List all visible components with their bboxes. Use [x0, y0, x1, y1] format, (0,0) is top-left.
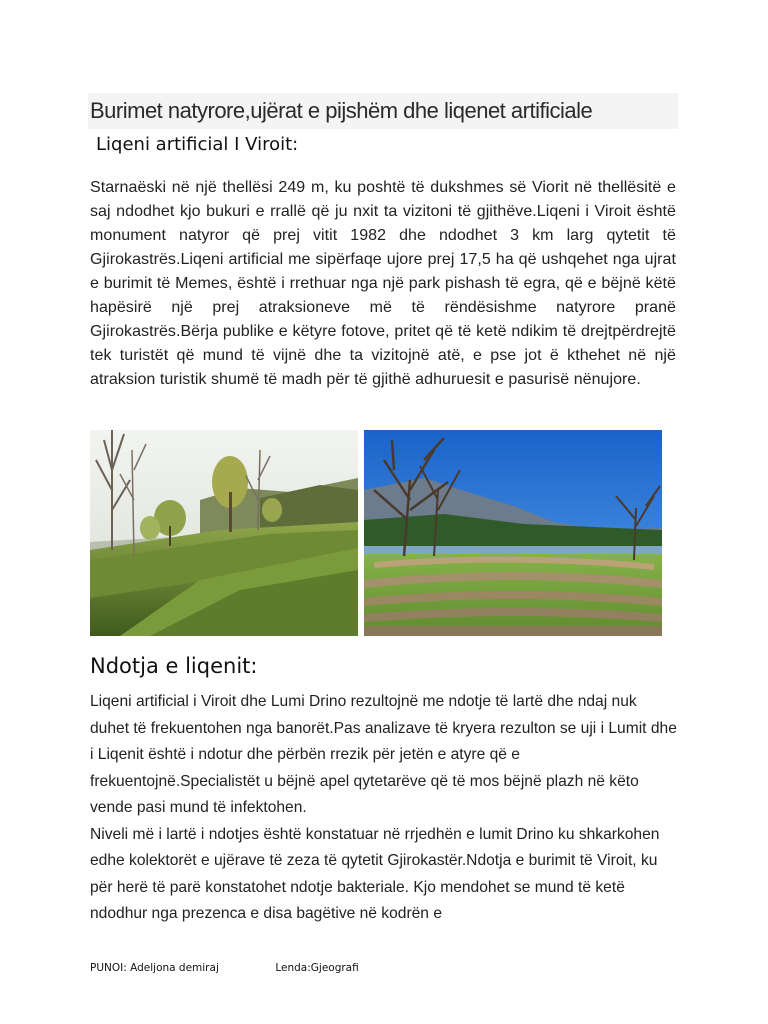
- footer-subject: Lenda:Gjeografi: [275, 962, 359, 974]
- intro-paragraph: Starnaëski në një thellësi 249 m, ku poshtë të dukshmes së Viorit në thellësitë e saj ndodhet kjo bukuri e rrallë që ju nxit ta vizitoni të gjithëve.Liqeni i Viroit është monument natyror që prej vitit 1982 dhe ndodhet 3 km larg qytetit të Gjirokastrës.Liqeni artificial me sipërfaqe ujore prej 17,5 ha që ushqehet nga ujrat e burimit të Memes, është i rrethuar nga një park pishash të egra, që e bëjnë këtë hapësirë një prej atraksioneve më të rëndësishme natyrore pranë Gjirokastrës.Bërja publike e këtyre fotove, pritet që të ketë ndikim të drejtpërdrejtë tek turistët që mund të vijnë dhe ta vizitojnë atë, e pse jot ë kthehet në një atraksion turistik shumë të madh për të gjithë adhuruesit e pasurisë nënujore.: [90, 179, 676, 388]
- pollution-paragraph-2: Niveli më i lartë i ndotjes është konstatuar në rrjedhën e lumit Drino ku shkarkohen edhe kolektorët e ujërave të zeza të qytetit Gjirokastër.Ndotja e burimit të Viroit, ku për herë të parë konstatohet ndotje bakteriale. Kjo mendohet se mund të ketë ndodhur nga prezenca e disa bagëtive në kodrën e: [90, 825, 660, 922]
- pollution-paragraph-1: Liqeni artificial i Viroit dhe Lumi Drino rezultojnë me ndotje të lartë dhe ndaj nuk duhet të frekuentohen nga banorët.Pas analizave të kryera rezulton se uji i Lumit dhe i Liqenit është i ndotur dhe përbën rrezik për jetën e atyre që e frekuentojnë.Specialistët u bëjnë apel qytetarëve që të mos bëjnë plazh në këto vende pasi mund të infektohen.: [90, 693, 677, 816]
- section-subtitle: Liqeni artificial I Viroit:: [96, 134, 299, 155]
- pollution-heading: Ndotja e liqenit:: [90, 654, 258, 678]
- lake-photo-right: [364, 430, 662, 636]
- pollution-text: [90, 689, 680, 928]
- footer: [90, 962, 359, 974]
- page-title: Burimet natyrore,ujërat e pijshëm dhe liqenet artificiale: [90, 98, 593, 123]
- lake-photo-left: [90, 430, 358, 636]
- footer-author: PUNOI: Adeljona demiraj: [90, 962, 219, 974]
